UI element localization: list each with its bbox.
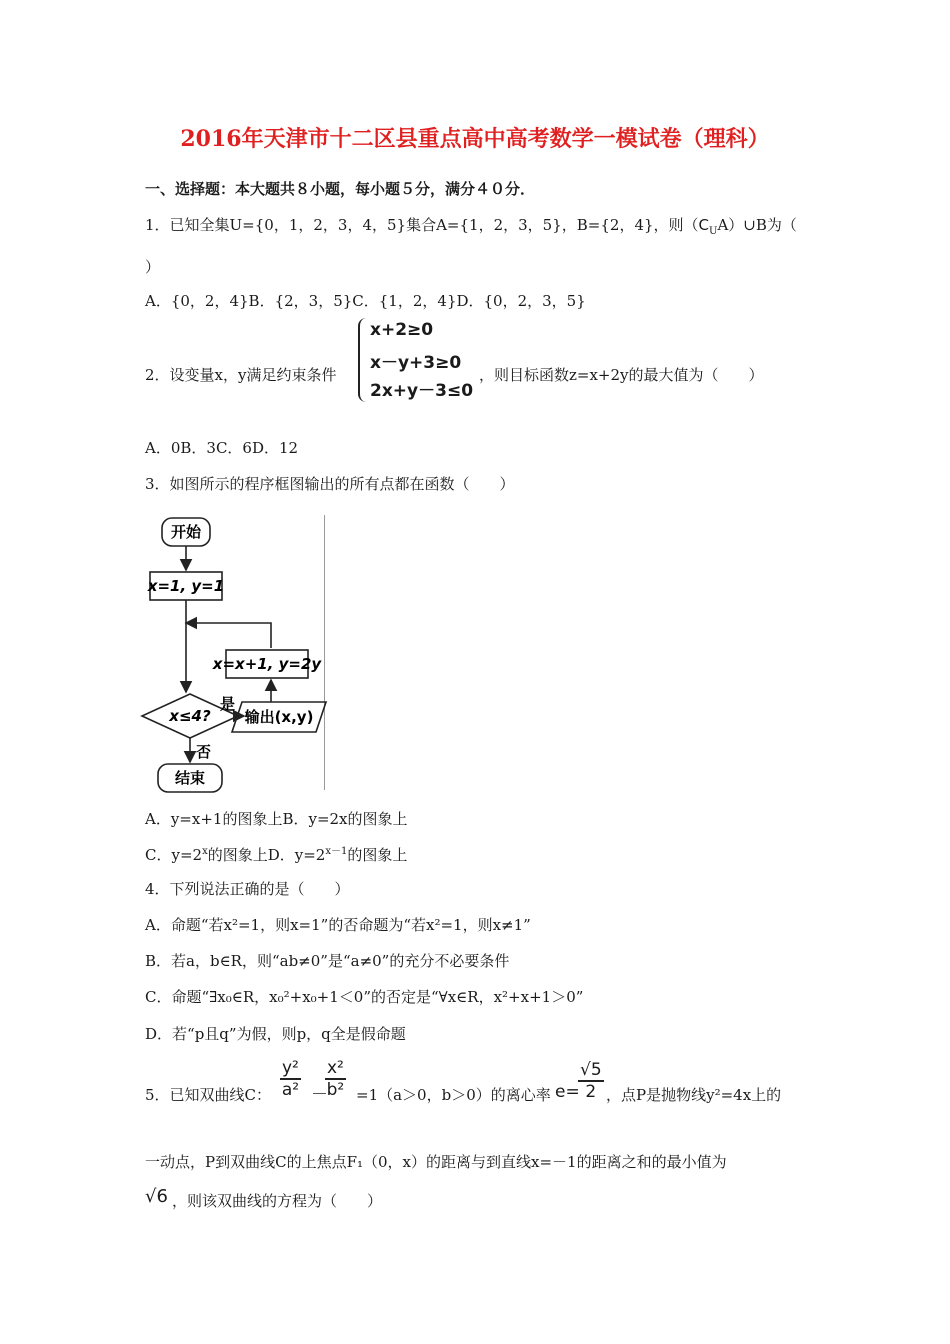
- question-4-stem: 4．下列说法正确的是（ ）: [145, 880, 350, 898]
- q3-opt-c-sup: x: [202, 846, 208, 857]
- q3-opt-d-sup: x－1: [325, 846, 348, 857]
- question-4-option-d: D．若“p且q”为假，则p，q全是假命题: [145, 1025, 406, 1043]
- constraint-system: [358, 318, 476, 404]
- page-title: 2016年天津市十二区县重点高中高考数学一模试卷（理科）: [180, 126, 770, 152]
- frac2-numerator: x²: [327, 1058, 344, 1078]
- q3-opt-mid: 的图象上D．y=2: [207, 846, 326, 864]
- sqrt6: √6: [145, 1186, 168, 1207]
- q3-opt-c: C．y=2: [145, 846, 203, 864]
- question-1-options: A．{0，2，4}B．{2，3，5}C．{1，2，4}D．{0，2，3，5}: [145, 292, 586, 310]
- frac1-numerator: y²: [282, 1058, 299, 1078]
- frac1-denominator: a²: [281, 1080, 300, 1100]
- fc-start-label: 开始: [170, 523, 202, 541]
- question-3-options-ab: A．y=x+1的图象上B．y=2x的图象上: [145, 810, 408, 828]
- constraint-3: 2x+y－3≤0: [370, 381, 474, 401]
- fc-init-label: x=1, y=1: [147, 577, 225, 595]
- eccentricity-label: e=: [555, 1082, 580, 1102]
- question-2-suffix: ，则目标函数z=x+2y的最大值为（ ）: [479, 366, 764, 384]
- question-1-stem-cont: ）: [145, 258, 161, 276]
- question-4-option-b: B．若a，b∈R，则“ab≠0”是“a≠0”的充分不必要条件: [145, 952, 510, 970]
- constraint-1: x+2≥0: [370, 320, 434, 340]
- fraction-x2-b2: [325, 1058, 346, 1100]
- question-5-mid: =1（a＞0，b＞0）的离心率: [356, 1086, 551, 1104]
- frac2-denominator: b²: [326, 1080, 345, 1100]
- left-brace: [358, 318, 368, 402]
- fc-update-label: x=x+1, y=2y: [212, 655, 322, 673]
- constraint-2: x－y+3≥0: [370, 353, 462, 373]
- fc-end-label: 结束: [174, 769, 206, 787]
- flowchart: [140, 510, 330, 800]
- fc-cond-label: x≤4?: [169, 707, 211, 725]
- q1-complement: C: [698, 216, 710, 234]
- question-1-stem: [145, 214, 797, 235]
- q1-line1: 1．已知全集U={0，1，2，3，4，5}集合A={1，2，3，5}，B={2，4}，则（: [145, 216, 699, 234]
- q1-complement-sub: U: [709, 226, 718, 237]
- question-5-prefix: 5．已知双曲线C：: [145, 1086, 272, 1104]
- question-5-line3: ，则该双曲线的方程为（ ）: [172, 1192, 383, 1210]
- question-4-option-a: A．命题“若x²=1，则x=1”的否命题为“若x²=1，则x≠1”: [145, 916, 531, 934]
- question-3-options-cd: [145, 844, 407, 865]
- question-4-option-c: C．命题“∃x₀∈R，x₀²+x₀+1＜0”的否定是“∀x∈R，x²+x+1＞0”: [145, 988, 584, 1006]
- question-2-options: A．0B．3C．6D．12: [145, 439, 299, 457]
- question-3-stem: 3．如图所示的程序框图输出的所有点都在函数（ ）: [145, 475, 515, 493]
- minus-sign: －: [311, 1085, 328, 1105]
- fc-no-label: 否: [196, 743, 212, 761]
- section-heading: 一、选择题：本大题共８小题，每小题５分，满分４０分．: [145, 180, 536, 198]
- q1-line1-tail: A）∪B为（: [717, 216, 797, 234]
- q3-opt-tail: 的图象上: [347, 846, 408, 864]
- fc-output-label: 输出(x,y): [244, 708, 314, 726]
- question-5-line2: 一动点，P到双曲线C的上焦点F₁（0，x）的距离与到直线x=－1的距离之和的最小值为: [145, 1153, 727, 1171]
- fraction-sqrt5-2: [578, 1060, 604, 1102]
- question-2-prefix: 2．设变量x，y满足约束条件: [145, 366, 337, 384]
- e-numerator: √5: [580, 1060, 602, 1080]
- question-5-tail: ，点P是抛物线y²=4x上的: [606, 1086, 782, 1104]
- fraction-y2-a2: [280, 1058, 301, 1100]
- fc-yes-label: 是: [220, 695, 236, 713]
- e-denominator: 2: [585, 1082, 597, 1102]
